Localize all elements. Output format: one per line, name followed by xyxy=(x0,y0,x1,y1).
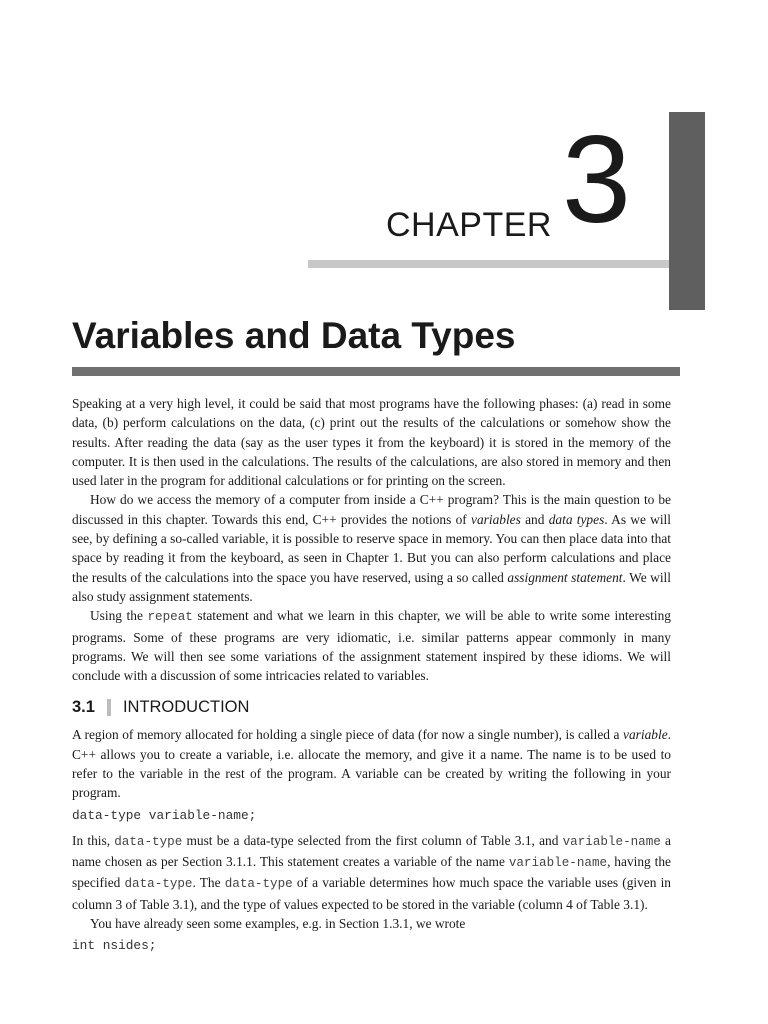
code-repeat: repeat xyxy=(147,610,193,625)
term-variables: variables xyxy=(471,511,521,527)
intro-paragraph-3: You have already seen some examples, e.g. in Section 1.3.1, we wrote xyxy=(90,915,466,931)
code-data-type: data-type xyxy=(124,877,193,892)
chapter-header xyxy=(0,0,768,320)
chapter-rule xyxy=(308,260,670,268)
code-declaration: data-type variable-name; xyxy=(72,807,257,823)
body-text xyxy=(72,394,671,961)
section-number: 3.1 xyxy=(72,698,95,717)
code-variable-name: variable-name xyxy=(508,855,608,870)
paragraph-3: Using the repeat statement and what we learn in this chapter, we will be able to write some interesting programs. Some of these programs are very idiomatic, i.e. similar patterns appear commonly in many programs. We will then see some variations of the assignment statement inspired by these idioms. We will conclude with a discussion of some intricacies related to variables. xyxy=(72,608,671,684)
code-data-type: data-type xyxy=(224,877,293,892)
chapter-number: 3 xyxy=(562,111,631,249)
term-assignment-statement: assignment statement xyxy=(507,569,623,585)
title-rule xyxy=(72,367,680,376)
section-bar xyxy=(107,699,111,716)
paragraph-1: Speaking at a very high level, it could be said that most programs have the following phases: (a) read in some data, (b) perform calculations on the data, (c) print out the results of the calculations or somehow show the results. After reading the data (say as the user types it from the keyboard) it is stored in the memory of the computer. It is then used in the calculations. The results of the calculations, are also stored in memory and then used later in the program for additional calculations or for printing on the screen. xyxy=(72,396,671,489)
section-heading xyxy=(72,697,671,717)
chapter-label: CHAPTER xyxy=(386,206,552,244)
term-variable: variable xyxy=(623,727,668,743)
code-variable-name: variable-name xyxy=(562,834,661,849)
section-title: INTRODUCTION xyxy=(122,698,250,717)
term-data-types: data types xyxy=(548,511,605,527)
code-int-nsides: int nsides; xyxy=(72,938,157,954)
code-data-type: data-type xyxy=(114,834,183,849)
paragraph-2: How do we access the memory of a computer from inside a C++ program? This is the main question to be discussed in this chapter. Towards this end, C++ provides the notions of variables and data types. As we will see, by defining a so-called variable, it is possible to reserve space in memory. You can then place data into that space by reading it from the keyboard, as seen in Chapter 1. But you can also perform calculations and place the results of the calculations into the space you have reserved, using a so called assignment statement. We will also study assignment statements. xyxy=(72,492,671,604)
intro-paragraph-2: In this, data-type must be a data-type selected from the first column of Table 3.1, and variable-name a name chosen as per Section 3.1.1. This statement creates a variable of the name variable-name, having the specified data-type. The data-type of a variable determines how much space the variable uses (given in column 3 of Table 3.1), and the type of values expected to be stored in the variable (column 4 of Table 3.1). xyxy=(72,832,671,912)
intro-paragraph-1: A region of memory allocated for holding a single piece of data (for now a single number), is called a variable. C++ allows you to create a variable, i.e. allocate the memory, and give it a name. The name is to be used to refer to the variable in the rest of the program. A variable can be created by writing the following in your program. xyxy=(72,727,671,801)
chapter-title: Variables and Data Types xyxy=(72,315,516,356)
chapter-tab-marker xyxy=(669,112,705,310)
